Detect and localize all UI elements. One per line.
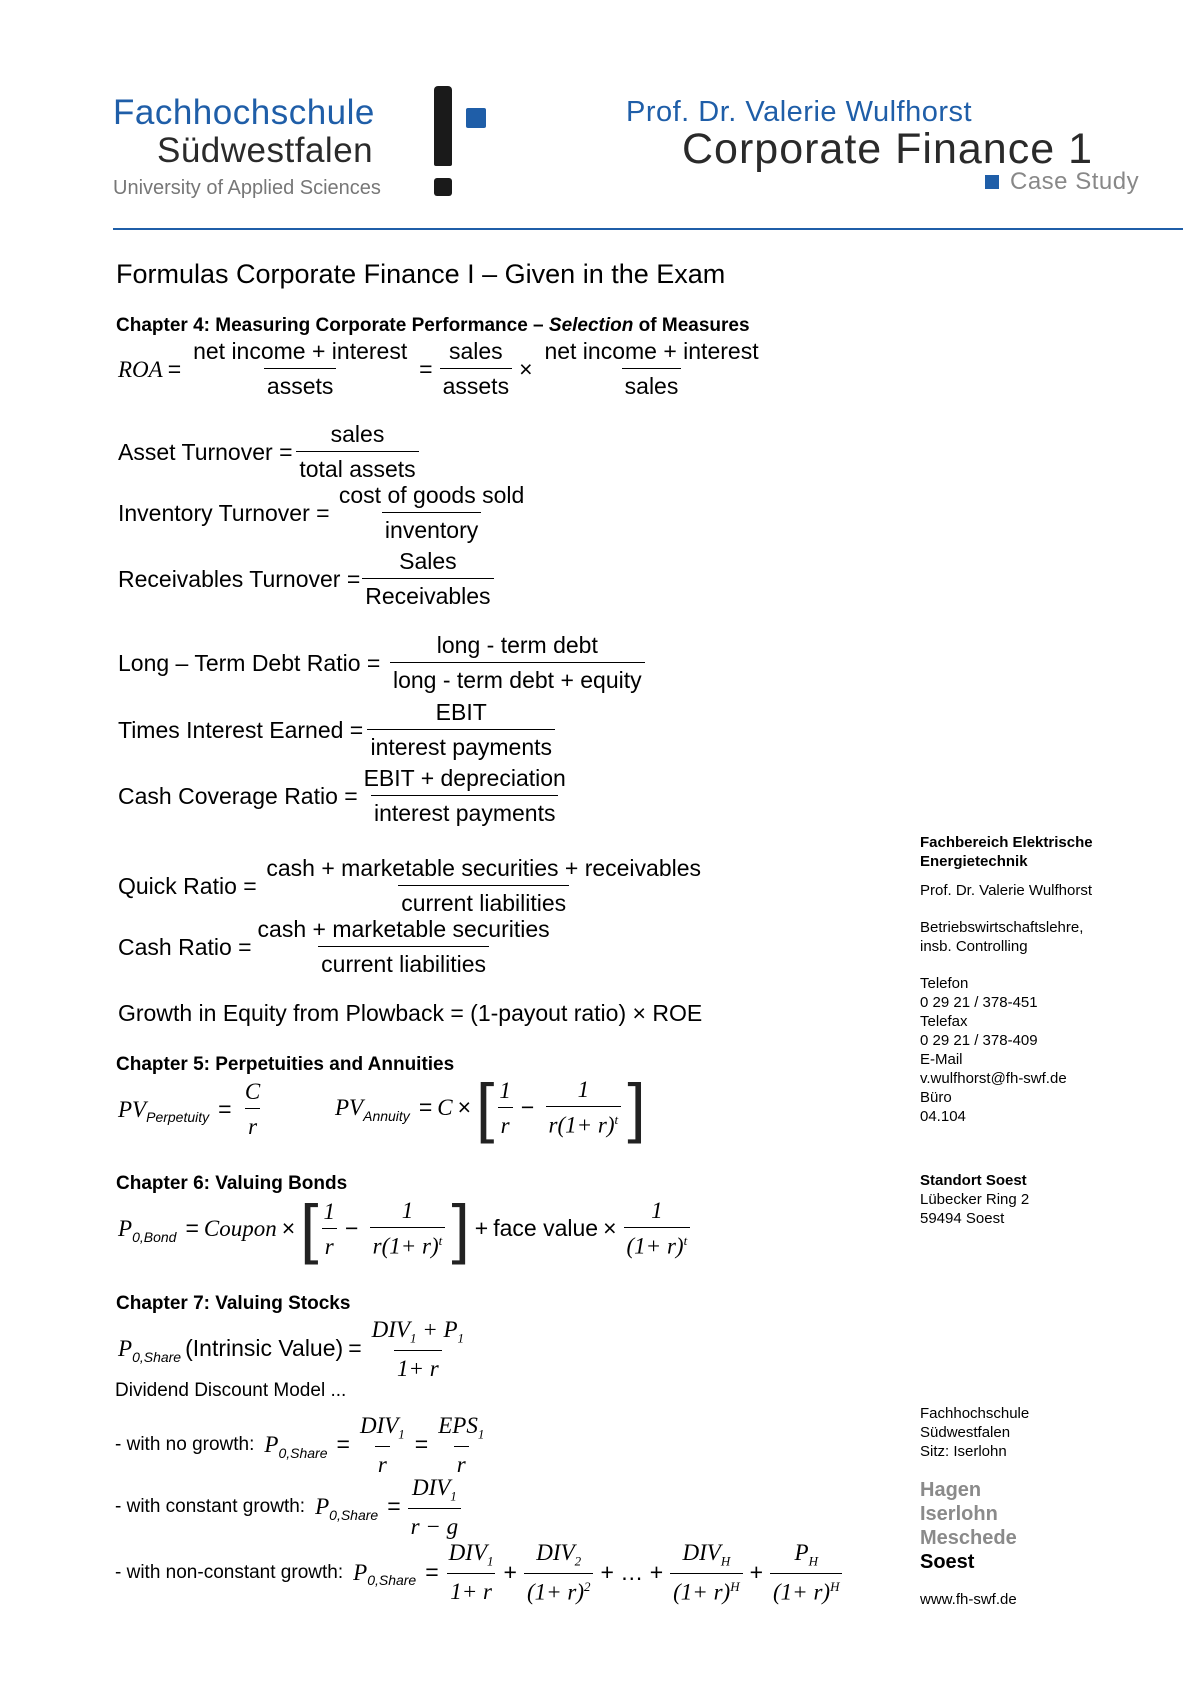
formula-quick-ratio: Quick Ratio = $\frac{\text{cash + marketable securities + receivables}}{\text{current liabilities}}$: [118, 855, 702, 916]
formula-growth-plowback: Growth in Equity from Plowback = (1-payout ratio) × ROE: [118, 1000, 703, 1026]
formula-times-interest-earned: Times Interest Earned = $\frac{\text{EBIT}}{\text{interest payments}}$: [118, 701, 559, 759]
chapter7-heading: Chapter 7: Valuing Stocks: [116, 1293, 351, 1314]
sidebar-address: [920, 1171, 1180, 1228]
sidebar-standort: Standort Soest: [920, 1172, 1027, 1189]
header-professor: Prof. Dr. Valerie Wulfhorst: [626, 96, 973, 128]
formula-cash-ratio: Cash Ratio = $\frac{\text{cash + marketable securities}}{\text{current liabilities}}$: [118, 916, 550, 977]
location-iserlohn: Iserlohn: [920, 1503, 998, 1525]
sidebar-contact: [920, 833, 1180, 1126]
formula-roa: ROA = $\frac{\text{net income + interest}}{\text{assets}}$ = $\frac{\text{sales}}{\text{assets}}$ × $\frac{\text{net income + interest}}{\text{sales}}$: [118, 338, 759, 399]
page-title: Formulas Corporate Finance I – Given in the Exam: [116, 259, 726, 289]
location-hagen: Hagen: [920, 1479, 982, 1501]
formula-pv-annuity: PV Annuity = C × [ $\frac{1}{r}$ − $\frac{1}{r(1+ r)^t}$ ]: [335, 1070, 646, 1144]
sidebar-email-label: E-Mail: [920, 1051, 963, 1068]
sidebar-school-3: Sitz: Iserlohn: [920, 1443, 1007, 1460]
sidebar-telefax: 0 29 21 / 378-409: [920, 1032, 1038, 1049]
formula-ddm-non-constant-growth: - with non-constant growth: P 0,Share = $\frac{DIV_1}{1+ r}$ + $\frac{DIV_2}{(1+ r)^2}$ + … + $\frac{DIV_H}{(1+ r)^H}$ + $\frac{P_H}{(1+ r)^H}$: [115, 1541, 844, 1603]
logo-tagline: University of Applied Sciences: [113, 177, 381, 199]
dividend-discount-model-label: Dividend Discount Model ...: [115, 1380, 347, 1401]
logo-exclamation-bar: [434, 86, 452, 166]
header-divider: [113, 228, 1183, 230]
logo-exclamation-dot: [434, 178, 452, 196]
logo-name-line1: Fachhochschule: [113, 93, 375, 132]
header-course-title: Corporate Finance 1: [682, 125, 1093, 173]
formula-asset-turnover: Asset Turnover = $\frac{\text{sales}}{\text{total assets}}$: [118, 423, 423, 481]
sidebar-school-2: Südwestfalen: [920, 1424, 1011, 1441]
chapter6-heading: Chapter 6: Valuing Bonds: [116, 1173, 348, 1194]
sidebar-department: Fachbereich Elektrische Energietechnik: [920, 834, 1093, 870]
sidebar-street: Lübecker Ring 2: [920, 1191, 1030, 1208]
case-study-square-icon: [985, 175, 999, 189]
formula-receivables-turnover: Receivables Turnover = $\frac{\text{Sales}}{\text{Receivables}}$: [118, 550, 496, 608]
chapter5-heading: Chapter 5: Perpetuities and Annuities: [116, 1054, 455, 1075]
sidebar-city: 59494 Soest: [920, 1210, 1005, 1227]
logo-blue-square: [466, 108, 486, 128]
location-soest: Soest: [920, 1551, 975, 1573]
sidebar-school-1: Fachhochschule: [920, 1405, 1030, 1422]
chapter4-heading: Chapter 4: Measuring Corporate Performance – Selection of Measures: [116, 315, 750, 336]
sidebar-telefax-label: Telefax: [920, 1013, 968, 1030]
formula-bond-price: P 0,Bond = Coupon × [ $\frac{1}{r}$ − $\frac{1}{r(1+ r)^t}$ ] + face value × $\frac{1}{(1+ r)^t}$: [118, 1199, 692, 1258]
formula-cash-coverage-ratio: Cash Coverage Ratio = $\frac{\text{EBIT + depreciation}}{\text{interest payments}}$: [118, 765, 566, 826]
formula-long-term-debt-ratio: Long – Term Debt Ratio = $\frac{\text{long - term debt}}{\text{long - term debt + equity}}$: [118, 634, 654, 692]
formula-pv-perpetuity: PV Perpetuity = $\frac{C}{r}$: [118, 1079, 261, 1139]
header-subtitle: Case Study: [1010, 168, 1140, 195]
sidebar-locations: [920, 1478, 1180, 1574]
sidebar-telefon-label: Telefon: [920, 975, 969, 992]
formula-inventory-turnover: Inventory Turnover = $\frac{\text{cost of goods sold}}{\text{inventory}}$: [118, 482, 525, 543]
formula-ddm-no-growth: - with no growth: P 0,Share = $\frac{DIV_1}{r}$ = $\frac{EPS_1}{r}$: [115, 1413, 485, 1477]
formula-ddm-constant-growth: - with constant growth: P 0,Share = $\frac{DIV_1}{r - g}$: [115, 1476, 463, 1538]
sidebar-telefon: 0 29 21 / 378-451: [920, 994, 1038, 1011]
sidebar-email-link[interactable]: v.wulfhorst@fh-swf.de: [920, 1070, 1067, 1087]
sidebar-field-1: Betriebswirtschaftslehre,: [920, 919, 1084, 936]
logo-name-line2: Südwestfalen: [157, 131, 374, 170]
sidebar-school: [920, 1404, 1180, 1461]
sidebar-website-link[interactable]: www.fh-swf.de: [920, 1591, 1017, 1608]
sidebar-buero: 04.104: [920, 1108, 966, 1125]
formula-intrinsic-value: P 0,Share (Intrinsic Value) = $\frac{DIV_1 + P_1}{1+ r}$: [118, 1317, 465, 1381]
sidebar-buero-label: Büro: [920, 1089, 952, 1106]
sidebar-field-2: insb. Controlling: [920, 938, 1028, 955]
sidebar-professor: Prof. Dr. Valerie Wulfhorst: [920, 882, 1093, 899]
location-meschede: Meschede: [920, 1527, 1017, 1549]
